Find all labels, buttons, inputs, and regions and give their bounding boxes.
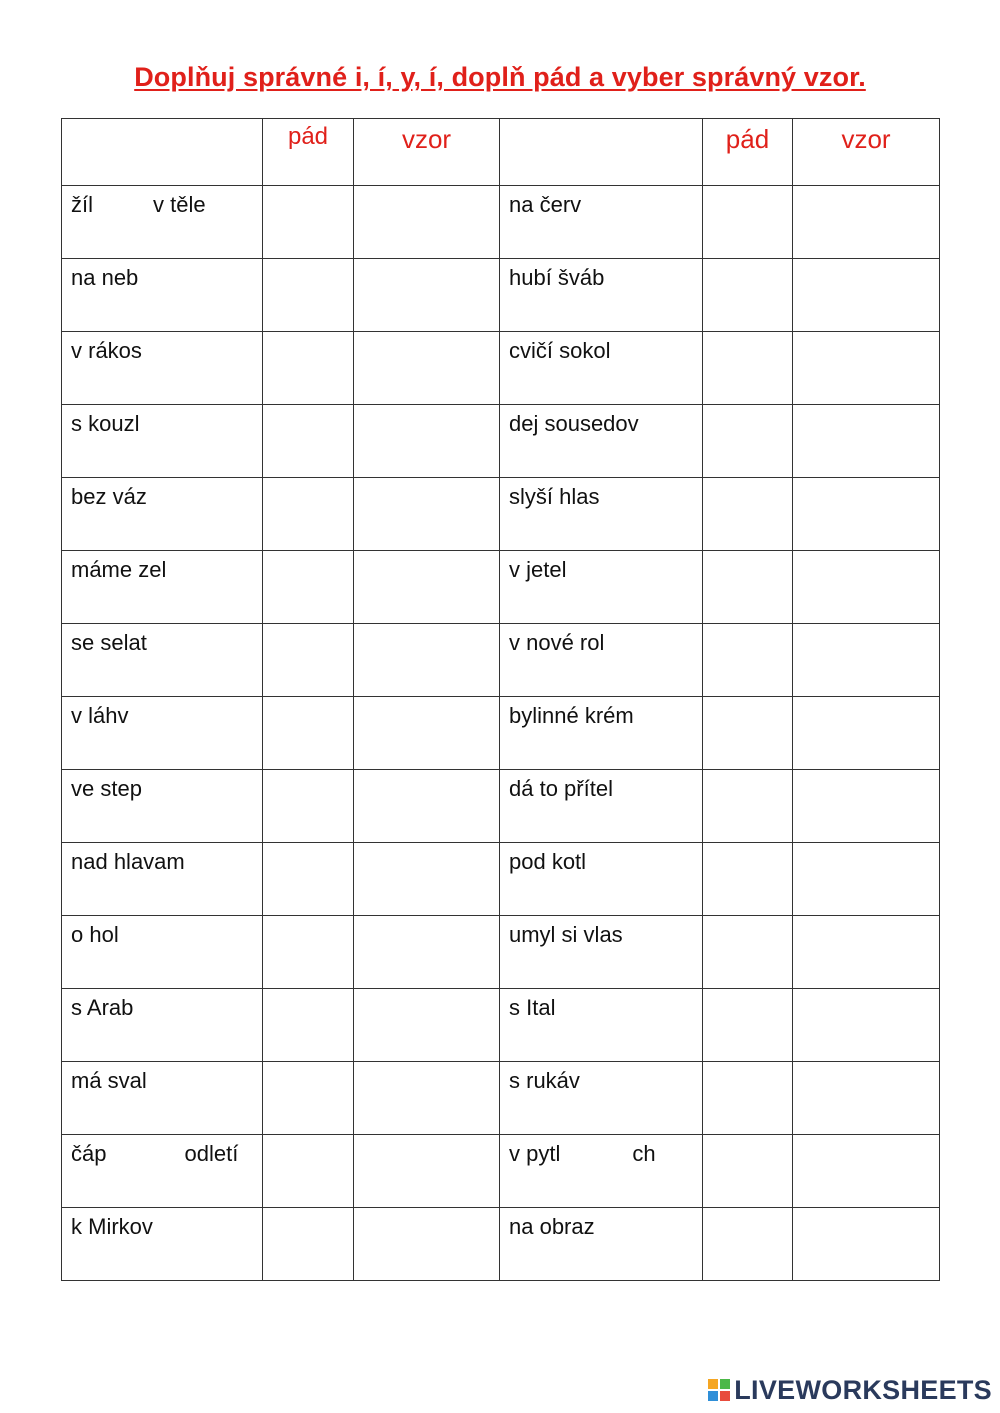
left-phrase-part: ve step [71,776,142,801]
pad-answer-left[interactable] [263,259,354,332]
table-row [62,770,940,843]
vzor-answer-right[interactable] [793,989,940,1062]
left-phrase-part: o hol [71,922,119,947]
pad-answer-left[interactable] [263,770,354,843]
vzor-answer-right[interactable] [793,551,940,624]
vzor-answer-right[interactable] [793,916,940,989]
pad-answer-left[interactable] [263,186,354,259]
left-phrase-cell [62,916,263,989]
logo-square-1 [708,1379,718,1389]
left-phrase-cell [62,697,263,770]
right-phrase-cell [500,259,703,332]
header-vzor-left: vzor [354,119,500,186]
pad-answer-right[interactable] [703,624,793,697]
vzor-answer-right[interactable] [793,1208,940,1281]
vzor-answer-left[interactable] [354,1135,500,1208]
table-row [62,1062,940,1135]
vzor-answer-right[interactable] [793,1135,940,1208]
right-phrase-part: s rukáv [509,1068,580,1093]
left-phrase-part: s Arab [71,995,134,1020]
table-row [62,405,940,478]
vzor-answer-left[interactable] [354,697,500,770]
left-phrase-part: na neb [71,265,139,290]
vzor-answer-right[interactable] [793,624,940,697]
right-phrase-part: s Ital [509,995,556,1020]
right-phrase-part: bylinné krém [509,703,634,728]
left-phrase-part: k Mirkov [71,1214,153,1239]
right-phrase-part: cvičí sokol [509,338,611,363]
pad-answer-left[interactable] [263,843,354,916]
right-phrase-cell [500,1062,703,1135]
right-phrase-cell [500,1135,703,1208]
liveworksheets-logo-icon [708,1379,730,1401]
left-phrase-cell [62,405,263,478]
right-phrase-cell [500,770,703,843]
worksheet-title: Doplňuj správné i, í, y, í, doplň pád a vyber správný vzor. [134,62,866,92]
vzor-answer-right[interactable] [793,1062,940,1135]
left-phrase-part: v těle [153,192,206,217]
pad-answer-right[interactable] [703,551,793,624]
right-phrase-cell [500,478,703,551]
logo-square-3 [708,1391,718,1401]
right-phrase-part: umyl si vlas [509,922,623,947]
right-phrase-part: dá to přítel [509,776,613,801]
header-vzor-right: vzor [793,119,940,186]
logo-square-4 [720,1391,730,1401]
vzor-answer-right[interactable] [793,843,940,916]
right-phrase-cell [500,624,703,697]
left-phrase-part: se selat [71,630,147,655]
left-phrase-cell [62,770,263,843]
left-phrase-cell [62,332,263,405]
pad-answer-left[interactable] [263,478,354,551]
vzor-answer-right[interactable] [793,186,940,259]
vzor-answer-left[interactable] [354,332,500,405]
vzor-answer-right[interactable] [793,259,940,332]
pad-answer-left[interactable] [263,1062,354,1135]
left-phrase-cell [62,624,263,697]
vzor-answer-left[interactable] [354,916,500,989]
pad-answer-left[interactable] [263,405,354,478]
header-empty-right [500,119,703,186]
right-phrase-cell [500,843,703,916]
left-phrase-cell [62,551,263,624]
right-phrase-cell [500,697,703,770]
table-row [62,916,940,989]
right-phrase-part: na červ [509,192,582,217]
right-phrase-cell [500,551,703,624]
vzor-answer-left[interactable] [354,478,500,551]
table-row [62,697,940,770]
right-phrase-part: slyší hlas [509,484,600,509]
vzor-answer-left[interactable] [354,1062,500,1135]
pad-answer-left[interactable] [263,551,354,624]
pad-answer-right[interactable] [703,989,793,1062]
left-phrase-part: nad hlavam [71,849,185,874]
pad-answer-left[interactable] [263,624,354,697]
right-phrase-cell [500,186,703,259]
pad-answer-right[interactable] [703,332,793,405]
left-phrase-cell [62,1208,263,1281]
right-phrase-part: ch [632,1141,656,1166]
table-row [62,186,940,259]
left-phrase-part: odletí [184,1141,239,1166]
vzor-answer-left[interactable] [354,1208,500,1281]
table-row [62,1135,940,1208]
pad-answer-right[interactable] [703,1208,793,1281]
vzor-answer-left[interactable] [354,551,500,624]
table-row [62,989,940,1062]
vzor-answer-right[interactable] [793,332,940,405]
vzor-answer-left[interactable] [354,259,500,332]
left-phrase-cell [62,1135,263,1208]
left-phrase-part: v rákos [71,338,142,363]
table-row [62,843,940,916]
pad-answer-left[interactable] [263,332,354,405]
vzor-answer-left[interactable] [354,186,500,259]
table-row [62,259,940,332]
pad-answer-right[interactable] [703,916,793,989]
left-phrase-cell [62,1062,263,1135]
left-phrase-cell [62,478,263,551]
right-phrase-cell [500,332,703,405]
header-pad-right: pád [703,119,793,186]
pad-answer-left[interactable] [263,1135,354,1208]
table-row [62,1208,940,1281]
pad-answer-right[interactable] [703,1062,793,1135]
vzor-answer-left[interactable] [354,770,500,843]
right-phrase-part: na obraz [509,1214,595,1239]
right-phrase-cell [500,405,703,478]
vzor-answer-left[interactable] [354,843,500,916]
header-row [62,119,940,186]
header-pad-left: pád [263,119,354,186]
left-phrase-part: máme zel [71,557,167,582]
right-phrase-part: v nové rol [509,630,605,655]
pad-answer-left[interactable] [263,697,354,770]
pad-answer-right[interactable] [703,405,793,478]
vzor-answer-right[interactable] [793,405,940,478]
pad-answer-right[interactable] [703,770,793,843]
logo-text: LIVEWORKSHEETS [734,1374,992,1405]
pad-answer-left[interactable] [263,1208,354,1281]
vzor-answer-right[interactable] [793,697,940,770]
pad-answer-right[interactable] [703,478,793,551]
table-row [62,551,940,624]
table-row [62,332,940,405]
right-phrase-part: v pytl [509,1141,561,1166]
pad-answer-right[interactable] [703,186,793,259]
right-phrase-part: pod kotl [509,849,587,874]
left-phrase-part: v láhv [71,703,129,728]
pad-answer-right[interactable] [703,1135,793,1208]
exercise-table [61,118,940,1281]
left-phrase-cell [62,989,263,1062]
left-phrase-part: s kouzl [71,411,140,436]
left-phrase-part: žíl [71,192,93,217]
vzor-answer-left[interactable] [354,624,500,697]
vzor-answer-right[interactable] [793,478,940,551]
table-row [62,478,940,551]
pad-answer-right[interactable] [703,697,793,770]
liveworksheets-logo [708,1375,992,1405]
pad-answer-right[interactable] [703,259,793,332]
pad-answer-right[interactable] [703,843,793,916]
vzor-answer-left[interactable] [354,989,500,1062]
vzor-answer-right[interactable] [793,770,940,843]
right-phrase-part: v jetel [509,557,567,582]
left-phrase-part: má sval [71,1068,147,1093]
left-phrase-cell [62,843,263,916]
right-phrase-part: hubí šváb [509,265,605,290]
right-phrase-cell [500,989,703,1062]
left-phrase-cell [62,259,263,332]
vzor-answer-left[interactable] [354,405,500,478]
left-phrase-part: čáp [71,1141,107,1166]
pad-answer-left[interactable] [263,916,354,989]
right-phrase-part: dej sousedov [509,411,639,436]
right-phrase-cell [500,916,703,989]
logo-square-2 [720,1379,730,1389]
left-phrase-cell [62,186,263,259]
pad-answer-left[interactable] [263,989,354,1062]
right-phrase-cell [500,1208,703,1281]
left-phrase-part: bez váz [71,484,147,509]
table-row [62,624,940,697]
header-empty-left [62,119,263,186]
